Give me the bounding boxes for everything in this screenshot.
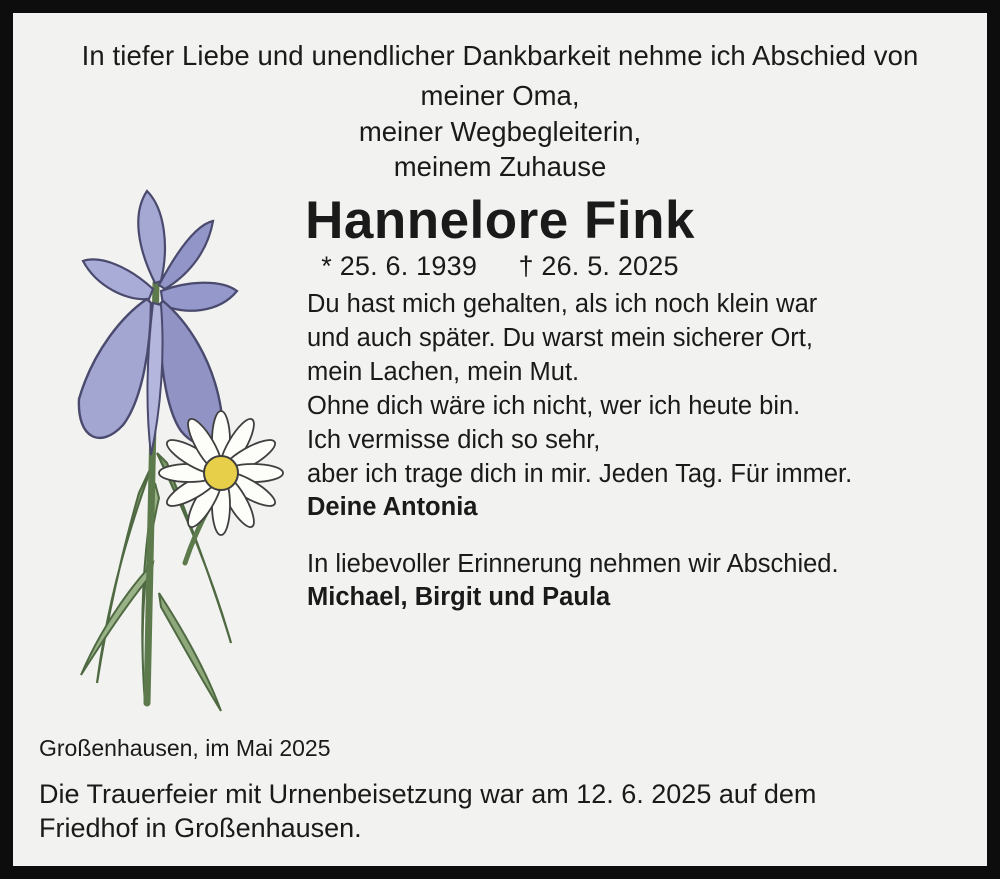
relation-line-2: meiner Wegbegleiterin, — [358, 115, 642, 147]
ceremony-line-2: Friedhof in Großenhausen. — [39, 813, 362, 844]
iris-and-daisy-flower-icon — [35, 163, 285, 723]
birth-symbol-icon: * — [321, 251, 333, 282]
poem-line-4: Ohne dich wäre ich nicht, wer ich heute bin. — [307, 391, 801, 420]
birth-date: 25. 6. 1939 — [339, 251, 478, 282]
family-names: Michael, Birgit und Paula — [307, 583, 611, 612]
deceased-name: Hannelore Fink — [305, 191, 695, 251]
signature: Deine Antonia — [307, 492, 478, 521]
notice-inner-frame — [10, 10, 990, 869]
place-and-date: Großenhausen, im Mai 2025 — [39, 735, 331, 761]
poem-line-1: Du hast mich gehalten, als ich noch klein war — [307, 290, 818, 319]
text-column — [307, 288, 961, 612]
poem-line-5: Ich vermisse dich so sehr, — [307, 425, 601, 454]
ceremony-line-1: Die Trauerfeier mit Urnenbeisetzung war am 12. 6. 2025 auf dem — [39, 778, 817, 809]
relation-line-1: meiner Oma, — [420, 79, 580, 111]
poem-line-3: mein Lachen, mein Mut. — [307, 358, 580, 387]
poem-line-2: und auch später. Du warst mein sicherer Ort, — [307, 324, 813, 353]
intro-text: In tiefer Liebe und unendlicher Dankbarkeit nehme ich Abschied von — [81, 40, 919, 71]
poem — [307, 288, 961, 491]
ceremony-info — [39, 777, 961, 846]
poem-line-6: aber ich trage dich in mir. Jeden Tag. Für immer. — [307, 459, 853, 488]
farewell-text: In liebevoller Erinnerung nehmen wir Abschied. — [307, 549, 839, 578]
relation-line-3: meinem Zuhause — [393, 151, 607, 183]
cross-symbol-icon: † — [518, 251, 534, 282]
death-date: 26. 5. 2025 — [541, 251, 679, 282]
